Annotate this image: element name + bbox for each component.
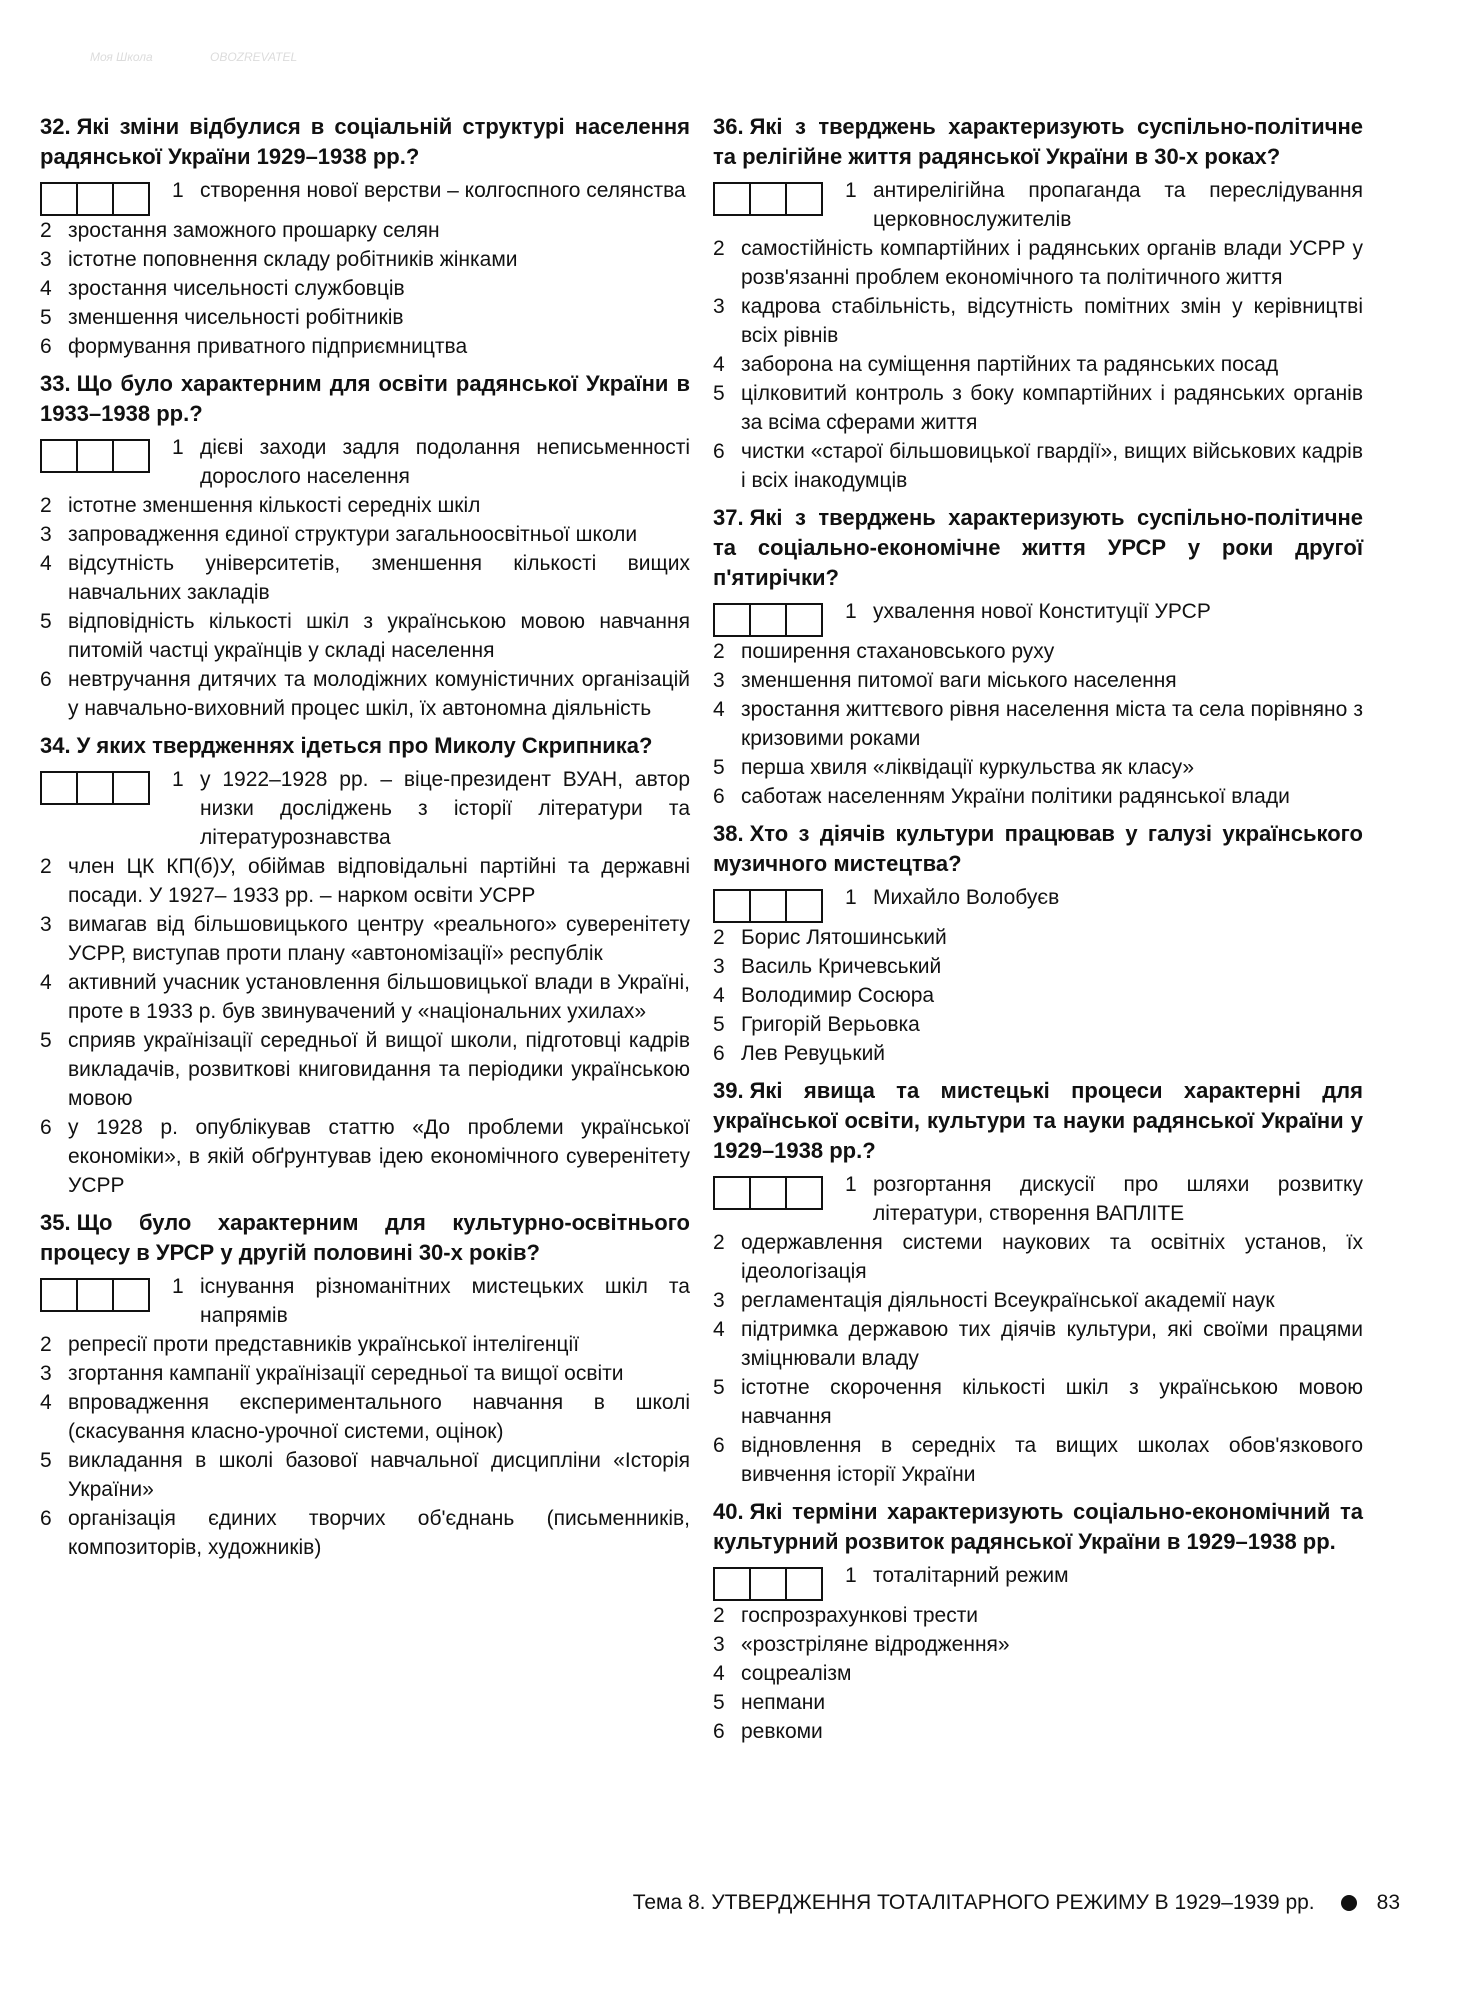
option-text: ревкоми [741,1720,823,1743]
answer-option [40,245,690,274]
answer-box[interactable] [713,889,751,923]
option-number: 1 [845,600,857,623]
question-text: Які з тверджень характеризують суспільно-політичне та релігійне життя радянської України в 30-х роках? [713,114,1363,169]
footer-topic: Тема 8. УТВЕРДЖЕННЯ ТОТАЛІТАРНОГО РЕЖИМУ В 1929–1939 рр. [632,1891,1315,1914]
answer-option [713,637,1363,666]
option-text: член ЦК КП(б)У, обіймав відповідальні партійні та державні посади. У 1927– 1933 рр. – нарком освіти УСРР [68,855,690,907]
option-number: 1 [172,436,184,459]
answer-option [40,1026,690,1113]
answer-option [713,753,1363,782]
option-text: Григорій Верьовка [741,1013,920,1036]
option-text: Борис Лятошинський [741,926,947,949]
answer-option [40,1113,690,1200]
option-text: активний учасник установлення більшовицької влади в Україні, проте в 1933 р. був звинувачений у «національних ухилах» [68,971,690,1023]
option-number: 4 [713,984,725,1007]
question-title [40,112,690,172]
option-number: 1 [845,1564,857,1587]
answer-box[interactable] [713,1176,751,1210]
option-text: істотне зменшення кількості середніх шкіл [68,494,481,517]
answer-box[interactable] [785,889,823,923]
answer-row [713,597,1363,637]
answer-boxes [40,439,150,473]
option-number: 5 [713,1691,725,1714]
option-number: 6 [713,1042,725,1065]
question-title [713,112,1363,172]
question-text: У яких твердженнях ідеться про Миколу Скрипника? [76,733,653,758]
option-number: 4 [713,353,725,376]
option-number: 4 [713,698,725,721]
answer-row [713,1170,1363,1228]
option-text: підтримка державою тих діячів культури, які своїми працями зміцнювали владу [741,1318,1363,1370]
answer-option [713,1431,1363,1489]
answer-option [40,491,690,520]
option-text: перша хвиля «ліквідації куркульства як класу» [741,756,1195,779]
answer-option [713,1659,1363,1688]
answer-option [713,695,1363,753]
option-text: зростання чисельності службовців [68,277,405,300]
answer-box[interactable] [749,603,787,637]
question-title [713,503,1363,593]
option-number: 2 [40,494,52,517]
answer-option [172,765,690,852]
option-number: 3 [40,1362,52,1385]
answer-option [713,1286,1363,1315]
answer-option [713,1010,1363,1039]
option-text: соцреалізм [741,1662,852,1685]
answer-box[interactable] [112,771,150,805]
answer-box[interactable] [785,1567,823,1601]
answer-option [713,437,1363,495]
question-number: 32. [40,114,71,139]
option-number: 1 [172,768,184,791]
option-number: 1 [845,886,857,909]
answer-box[interactable] [785,1176,823,1210]
answer-option [713,1717,1363,1746]
option-text: самостійність компартійних і радянських органів влади УСРР у розв'язанні проблем економічного та політичного життя [741,237,1363,289]
question-text: Які явища та мистецькі процеси характерні для української освіти, культури та науки радянської України у 1929–1938 рр.? [713,1078,1363,1163]
option-number: 4 [713,1662,725,1685]
answer-box[interactable] [76,1278,114,1312]
answer-option [713,952,1363,981]
answer-boxes [713,889,823,923]
option-number: 1 [845,179,857,202]
option-number: 5 [713,756,725,779]
option-text: істотне скорочення кількості шкіл з українською мовою навчання [741,1376,1363,1428]
option-text: дієві заходи задля подолання неписьменності дорослого населення [200,436,690,488]
answer-option [713,1228,1363,1286]
option-text: Лев Ревуцький [741,1042,886,1065]
option-number: 6 [40,335,52,358]
option-number: 3 [713,295,725,318]
option-text: саботаж населенням України політики радянської влади [741,785,1290,808]
option-text: Михайло Волобуєв [873,886,1060,909]
option-text: кадрова стабільність, відсутність помітних змін у керівництві всіх рівнів [741,295,1363,347]
answer-option [713,1373,1363,1431]
question-39 [713,1076,1363,1489]
answer-option [40,910,690,968]
option-number: 4 [40,971,52,994]
watermark-school: Моя Школа [90,50,153,64]
option-number: 4 [40,277,52,300]
answer-box[interactable] [76,439,114,473]
answer-option [172,176,690,205]
answer-option [172,433,690,491]
option-number: 3 [713,669,725,692]
answer-option [713,350,1363,379]
option-text: відновлення в середніх та вищих школах обов'язкового вивчення історії України [741,1434,1363,1486]
option-text: тоталітарний режим [873,1564,1069,1587]
option-number: 3 [40,523,52,546]
option-number: 5 [40,306,52,329]
option-text: одержавлення системи наукових та освітніх установ, їх ідеологізація [741,1231,1363,1283]
answer-option [845,1170,1363,1228]
answer-box[interactable] [76,771,114,805]
answer-box[interactable] [749,1176,787,1210]
option-text: цілковитий контроль з боку компартійних і радянських органів за всіма сферами життя [741,382,1363,434]
option-text: зростання заможного прошарку селян [68,219,440,242]
option-number: 5 [713,1013,725,1036]
question-37 [713,503,1363,811]
answer-option [713,1039,1363,1068]
answer-boxes [713,182,823,216]
answer-option [713,1688,1363,1717]
option-text: ухвалення нової Конституції УРСР [873,600,1211,623]
option-number: 3 [40,913,52,936]
option-text: невтручання дитячих та молодіжних комуністичних організацій у навчально-виховний процес шкіл, їх автономна діяльність [68,668,690,720]
answer-option [40,1504,690,1562]
question-number: 35. [40,1210,71,1235]
answer-option [845,597,1363,626]
question-32 [40,112,690,361]
option-text: запровадження єдиної структури загальноосвітньої школи [68,523,638,546]
question-38 [713,819,1363,1068]
question-number: 40. [713,1499,744,1524]
question-text: Які з тверджень характеризують суспільно-політичне та соціально-економічне життя УРСР у роки другої п'ятирічки? [713,505,1363,590]
option-text: сприяв українізації середньої й вищої школи, підготовці кадрів викладачів, розвиткові книговидання та періодики українською мовою [68,1029,690,1110]
answer-box[interactable] [713,603,751,637]
option-number: 1 [172,179,184,202]
option-number: 4 [713,1318,725,1341]
answer-boxes [713,1567,823,1601]
option-text: згортання кампанії українізації середньої та вищої освіти [68,1362,624,1385]
question-title [40,369,690,429]
answer-box[interactable] [40,771,78,805]
answer-option [713,234,1363,292]
answer-boxes [713,1176,823,1210]
answer-row [713,1561,1363,1601]
answer-option [713,1315,1363,1373]
answer-row [40,1272,690,1330]
answer-box[interactable] [749,889,787,923]
option-number: 6 [40,1116,52,1139]
answer-box[interactable] [40,439,78,473]
answer-option [40,968,690,1026]
page-number: 83 [1376,1891,1400,1914]
question-text: Які терміни характеризують соціально-економічний та культурний розвиток радянської України в 1929–1938 рр. [713,1499,1363,1554]
option-text: непмани [741,1691,826,1714]
option-number: 6 [713,1434,725,1457]
option-text: викладання в школі базової навчальної дисципліни «Історія України» [68,1449,690,1501]
option-number: 5 [40,610,52,633]
answer-option [40,665,690,723]
answer-box[interactable] [749,1567,787,1601]
question-number: 34. [40,733,71,758]
answer-option [845,883,1363,912]
option-number: 4 [40,552,52,575]
answer-boxes [40,1278,150,1312]
option-number: 5 [40,1449,52,1472]
answer-row [40,433,690,491]
option-number: 3 [40,248,52,271]
option-text: відповідність кількості шкіл з українською мовою навчання питомій частці українців у складі населення [68,610,690,662]
question-36 [713,112,1363,495]
option-number: 2 [40,855,52,878]
option-text: розгортання дискусії про шляхи розвитку літератури, створення ВАПЛІТЕ [873,1173,1363,1225]
option-number: 1 [845,1173,857,1196]
option-text: госпрозрахункові трести [741,1604,979,1627]
question-title [713,1497,1363,1557]
option-number: 1 [172,1275,184,1298]
answer-option [40,274,690,303]
option-text: Володимир Сосюра [741,984,935,1007]
answer-row [40,176,690,216]
answer-option [40,216,690,245]
option-number: 3 [713,955,725,978]
answer-option [713,1630,1363,1659]
option-number: 2 [713,1231,725,1254]
answer-option [713,782,1363,811]
option-text: існування різноманітних мистецьких шкіл та напрямів [200,1275,690,1327]
answer-box[interactable] [76,182,114,216]
answer-box[interactable] [713,1567,751,1601]
option-number: 2 [40,219,52,242]
option-number: 2 [40,1333,52,1356]
answer-option [172,1272,690,1330]
option-number: 4 [40,1391,52,1414]
answer-box[interactable] [112,182,150,216]
question-title [713,819,1363,879]
option-text: відсутність університетів, зменшення кількості вищих навчальних закладів [68,552,690,604]
answer-option [845,176,1363,234]
answer-option [40,1446,690,1504]
option-text: зменшення питомої ваги міського населення [741,669,1177,692]
question-34 [40,731,690,1200]
option-text: у 1922–1928 рр. – віце-президент ВУАН, автор низки досліджень з історії літератури та літературознавства [200,768,690,849]
option-number: 2 [713,237,725,260]
right-column [713,112,1363,1754]
option-number: 6 [713,785,725,808]
option-number: 2 [713,926,725,949]
question-number: 37. [713,505,744,530]
question-text: Хто з діячів культури працював у галузі українського музичного мистецтва? [713,821,1363,876]
answer-boxes [40,771,150,805]
option-text: зростання життєвого рівня населення міста та села порівняно з кризовими роками [741,698,1363,750]
question-number: 39. [713,1078,744,1103]
answer-option [40,332,690,361]
option-number: 2 [713,1604,725,1627]
answer-box[interactable] [785,182,823,216]
option-number: 5 [40,1029,52,1052]
option-text: організація єдиних творчих об'єднань (письменників, композиторів, художників) [68,1507,690,1559]
answer-boxes [40,182,150,216]
answer-option [713,923,1363,952]
answer-option [713,1601,1363,1630]
option-number: 5 [713,1376,725,1399]
question-number: 33. [40,371,71,396]
answer-box[interactable] [749,182,787,216]
question-40 [713,1497,1363,1746]
answer-option [40,520,690,549]
answer-option [40,607,690,665]
answer-option [40,549,690,607]
answer-option [845,1561,1363,1590]
question-title [40,1208,690,1268]
page-footer [580,1888,1400,1918]
option-text: «розстріляне відродження» [741,1633,1010,1656]
option-text: антирелігійна пропаганда та переслідування церковнослужителів [873,179,1363,231]
option-text: створення нової верстви – колгоспного селянства [200,179,686,202]
option-number: 6 [40,1507,52,1530]
option-text: формування приватного підприємництва [68,335,468,358]
option-number: 3 [713,1289,725,1312]
option-text: зменшення чисельності робітників [68,306,404,329]
answer-option [40,1330,690,1359]
option-text: регламентація діяльності Всеукраїнської академії наук [741,1289,1275,1312]
answer-option [713,981,1363,1010]
question-text: Що було характерним для освіти радянської України в 1933–1938 рр.? [40,371,690,426]
watermark-brand: OBOZREVATEL [210,50,298,64]
answer-box[interactable] [713,182,751,216]
option-text: істотне поповнення складу робітників жінками [68,248,518,271]
answer-option [40,1388,690,1446]
answer-option [40,303,690,332]
question-number: 36. [713,114,744,139]
option-text: заборона на суміщення партійних та радянських посад [741,353,1279,376]
option-number: 5 [713,382,725,405]
option-text: у 1928 р. опублікував статтю «До проблеми української економіки», в якій обґрунтував ідею економічного суверенітету УСРР [68,1116,690,1197]
answer-box[interactable] [112,439,150,473]
answer-row [713,176,1363,234]
left-column [40,112,690,1570]
question-text: Які зміни відбулися в соціальній структурі населення радянської України 1929–1938 рр.? [40,114,690,169]
option-number: 2 [713,640,725,663]
answer-option [713,666,1363,695]
option-text: впровадження експериментального навчання в школі (скасування класно-урочної системи, оцінок) [68,1391,690,1443]
question-title [713,1076,1363,1166]
option-number: 6 [713,1720,725,1743]
question-number: 38. [713,821,744,846]
answer-box[interactable] [112,1278,150,1312]
answer-option [713,379,1363,437]
answer-row [40,765,690,852]
option-text: вимагав від більшовицького центру «реального» суверенітету УСРР, виступав проти плану «автономізації» республік [68,913,690,965]
answer-option [713,292,1363,350]
answer-box[interactable] [785,603,823,637]
option-text: чистки «старої більшовицької гвардії», вищих військових кадрів і всіх інакодумців [741,440,1363,492]
answer-box[interactable] [40,1278,78,1312]
answer-option [40,1359,690,1388]
option-number: 3 [713,1633,725,1656]
option-text: поширення стахановського руху [741,640,1055,663]
answer-box[interactable] [40,182,78,216]
question-text: Що було характерним для культурно-освітнього процесу в УРСР у другій половині 30-х років? [40,1210,690,1265]
option-number: 6 [40,668,52,691]
answer-row [713,883,1363,923]
footer-bullet-icon [1341,1895,1357,1911]
question-33 [40,369,690,723]
option-text: репресії проти представників української інтелігенції [68,1333,580,1356]
question-35 [40,1208,690,1562]
answer-option [40,852,690,910]
option-text: Василь Кричевський [741,955,942,978]
option-number: 6 [713,440,725,463]
answer-boxes [713,603,823,637]
question-title [40,731,690,761]
